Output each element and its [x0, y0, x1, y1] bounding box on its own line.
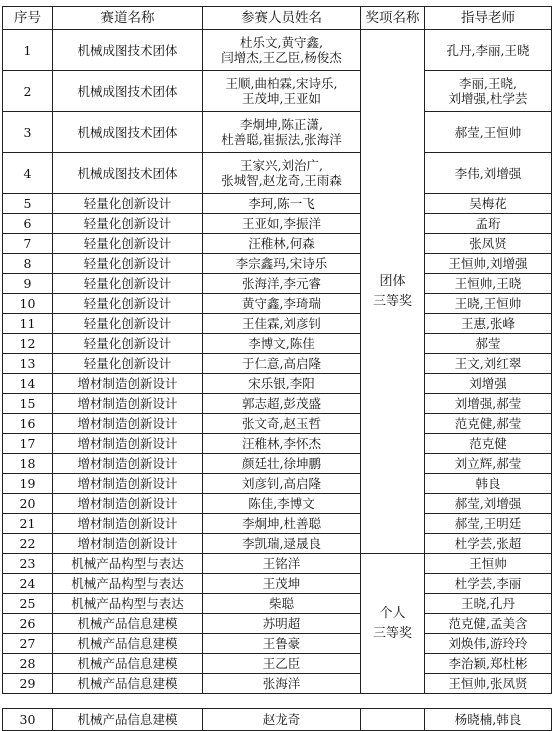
- track-name-line: 增材制造创新设计: [77, 496, 178, 511]
- award-individual-line: 个人: [379, 605, 406, 621]
- member-names: [203, 294, 361, 314]
- teacher-names: [425, 274, 552, 294]
- member-names: [203, 274, 361, 294]
- header-row: [3, 7, 552, 30]
- row-no: [3, 594, 53, 614]
- teacher-names-line: 刘增强,郝莹: [454, 396, 522, 411]
- track-name-line: 机械产品信息建模: [77, 616, 178, 631]
- track-name: [53, 294, 203, 314]
- award-individual-cont: [361, 709, 425, 731]
- member-names-line: 李珂,陈一飞: [248, 196, 315, 211]
- table-row: [3, 334, 552, 354]
- track-name: [53, 354, 203, 374]
- member-names: [203, 374, 361, 394]
- teacher-names: [425, 494, 552, 514]
- row-no: [3, 71, 53, 112]
- member-names: [203, 234, 361, 254]
- row-no-line: 1: [23, 42, 32, 58]
- teacher-names: [425, 194, 552, 214]
- teacher-names: [425, 534, 552, 554]
- table-row: [3, 71, 552, 112]
- track-name-line: 增材制造创新设计: [77, 536, 178, 551]
- member-names: [203, 554, 361, 574]
- table-row: [3, 194, 552, 214]
- member-names-line: 张海洋,李元睿: [242, 276, 321, 291]
- track-name: [53, 594, 203, 614]
- member-names-line: 张城智,赵龙奇,王雨森: [221, 173, 342, 188]
- teacher-names: [425, 71, 552, 112]
- track-name: [53, 194, 203, 214]
- track-name-line: 机械产品信息建模: [77, 712, 178, 727]
- member-names-line: 于仁意,高启隆: [242, 356, 321, 371]
- table-row: [3, 394, 552, 414]
- member-names-line: 王鲁豪: [262, 636, 301, 651]
- member-names-line: 黄守鑫,李琦瑞: [242, 296, 321, 311]
- track-name-line: 轻量化创新设计: [83, 256, 172, 271]
- member-names: [203, 494, 361, 514]
- track-name: [53, 474, 203, 494]
- teacher-names: [425, 574, 552, 594]
- table-row: [3, 494, 552, 514]
- teacher-names: [425, 634, 552, 654]
- row-no-line: 23: [19, 556, 36, 571]
- teacher-names: [425, 454, 552, 474]
- member-names: [203, 654, 361, 674]
- table-row: [3, 594, 552, 614]
- member-names-line: 王佳霖,刘彦钊: [242, 316, 321, 331]
- member-names-line: 汪稚林,何森: [248, 236, 315, 251]
- track-name: [53, 112, 203, 153]
- track-name-line: 机械成图技术团体: [77, 83, 178, 99]
- row-no: [3, 234, 53, 254]
- track-name-line: 轻量化创新设计: [83, 316, 172, 331]
- teacher-names: [425, 474, 552, 494]
- track-name: [53, 314, 203, 334]
- track-name: [53, 153, 203, 194]
- award-team: [361, 30, 425, 554]
- teacher-names: [425, 414, 552, 434]
- track-name: [53, 374, 203, 394]
- row-no: [3, 634, 53, 654]
- member-names-line: 李宗鑫玛,宋诗乐: [235, 256, 328, 271]
- row-no: [3, 153, 53, 194]
- member-names-line: 王茂坤,王亚如: [242, 91, 321, 106]
- row-no: [3, 554, 53, 574]
- member-names-line: 王茂坤: [262, 576, 301, 591]
- row-no: [3, 654, 53, 674]
- teacher-names: [425, 30, 552, 71]
- teacher-names-line: 王文,刘红翠: [454, 356, 522, 371]
- teacher-names-line: 范克健,郝莹: [454, 416, 522, 431]
- teacher-names-line: 韩良: [475, 476, 501, 491]
- header-track: 赛道名称: [53, 7, 203, 30]
- teacher-names-line: 杨晓楠,韩良: [454, 712, 522, 727]
- track-name-line: 增材制造创新设计: [77, 456, 178, 471]
- teacher-names-line: 郝莹,刘增强: [454, 496, 522, 511]
- member-names: [203, 334, 361, 354]
- track-name-line: 增材制造创新设计: [77, 416, 178, 431]
- row-no: [3, 494, 53, 514]
- award-individual: [361, 554, 425, 694]
- track-name: [53, 634, 203, 654]
- table-body: [3, 30, 552, 731]
- row-no: [3, 514, 53, 534]
- row-no-line: 4: [23, 165, 32, 181]
- track-name: [53, 254, 203, 274]
- track-name: [53, 709, 203, 731]
- row-no: [3, 334, 53, 354]
- row-no-line: 9: [23, 276, 32, 291]
- track-name-line: 轻量化创新设计: [83, 336, 172, 351]
- row-no-line: 30: [19, 712, 36, 727]
- teacher-names-line: 孟珩: [475, 216, 501, 231]
- teacher-names-line: 范克健: [469, 436, 507, 451]
- row-no: [3, 112, 53, 153]
- table-row: [3, 434, 552, 454]
- track-name-line: 增材制造创新设计: [77, 476, 178, 491]
- row-no-line: 12: [19, 336, 36, 351]
- header-no: 序号: [3, 7, 53, 30]
- table-row: [3, 654, 552, 674]
- member-names-line: 杜善聪,崔振法,张海洋: [221, 132, 342, 147]
- table-row: [3, 709, 552, 731]
- member-names-line: 李凯瑞,逯晟良: [242, 536, 321, 551]
- teacher-names: [425, 654, 552, 674]
- track-name-line: 机械产品构型与表达: [71, 576, 184, 591]
- row-no: [3, 194, 53, 214]
- teacher-names: [425, 334, 552, 354]
- track-name: [53, 534, 203, 554]
- teacher-names: [425, 214, 552, 234]
- member-names-line: 李炯坤,杜善聪: [242, 516, 321, 531]
- table-row: [3, 454, 552, 474]
- track-name: [53, 394, 203, 414]
- track-name: [53, 674, 203, 694]
- table-row: [3, 214, 552, 234]
- track-name-line: 机械产品构型与表达: [71, 596, 184, 611]
- teacher-names: [425, 254, 552, 274]
- row-no: [3, 254, 53, 274]
- track-name-line: 增材制造创新设计: [77, 516, 178, 531]
- teacher-names: [425, 374, 552, 394]
- teacher-names: [425, 314, 552, 334]
- table-row: [3, 634, 552, 654]
- row-no-line: 29: [19, 676, 36, 691]
- page-gap: [3, 694, 552, 709]
- row-no-line: 27: [19, 636, 36, 651]
- teacher-names: [425, 112, 552, 153]
- teacher-names-line: 王恒帅: [469, 556, 507, 571]
- row-no-line: 7: [23, 236, 32, 251]
- teacher-names: [425, 234, 552, 254]
- member-names: [203, 394, 361, 414]
- row-no-line: 3: [23, 124, 32, 140]
- member-names-line: 张海洋: [262, 676, 301, 691]
- header-members: 参赛人员姓名: [203, 7, 361, 30]
- teacher-names-line: 刘立辉,郝莹: [454, 456, 522, 471]
- track-name-line: 机械产品信息建模: [77, 656, 178, 671]
- track-name: [53, 654, 203, 674]
- member-names: [203, 354, 361, 374]
- table-row: [3, 374, 552, 394]
- row-no: [3, 30, 53, 71]
- member-names: [203, 314, 361, 334]
- table-row: [3, 614, 552, 634]
- teacher-names-line: 李丽,王晓,: [459, 76, 517, 91]
- track-name-line: 机械产品构型与表达: [71, 556, 184, 571]
- table-row: [3, 112, 552, 153]
- track-name-line: 轻量化创新设计: [83, 236, 172, 251]
- row-no-line: 13: [19, 356, 36, 371]
- row-no: [3, 674, 53, 694]
- member-names-line: 王亚如,李振洋: [242, 216, 321, 231]
- member-names: [203, 534, 361, 554]
- row-no: [3, 394, 53, 414]
- teacher-names-line: 刘焕伟,游玲玲: [448, 636, 528, 651]
- row-no-line: 21: [19, 516, 36, 531]
- track-name: [53, 614, 203, 634]
- member-names-line: 王家兴,刘治广,: [240, 158, 323, 173]
- member-names: [203, 574, 361, 594]
- teacher-names-line: 刘增强,杜学芸: [448, 91, 528, 106]
- page-gap-cell: [3, 694, 552, 709]
- member-names-line: 汪稚林,李怀杰: [242, 436, 321, 451]
- row-no: [3, 414, 53, 434]
- award-team-line: 三等奖: [372, 293, 412, 309]
- teacher-names-line: 张凤贤: [469, 236, 507, 251]
- member-names: [203, 254, 361, 274]
- teacher-names: [425, 594, 552, 614]
- row-no: [3, 354, 53, 374]
- row-no: [3, 294, 53, 314]
- teacher-names-line: 刘增强: [469, 376, 507, 391]
- table-row: [3, 674, 552, 694]
- teacher-names: [425, 554, 552, 574]
- row-no-line: 17: [19, 436, 36, 451]
- row-no: [3, 314, 53, 334]
- teacher-names-line: 吴梅花: [469, 196, 507, 211]
- table-row: [3, 30, 552, 71]
- table-row: [3, 294, 552, 314]
- row-no: [3, 454, 53, 474]
- teacher-names-line: 王晓,孔丹: [461, 596, 515, 611]
- table-row: [3, 354, 552, 374]
- table-row: [3, 153, 552, 194]
- header-teacher: 指导老师: [425, 7, 552, 30]
- row-no-line: 19: [19, 476, 36, 491]
- teacher-names-line: 王恒帅,王晓: [454, 276, 522, 291]
- member-names: [203, 30, 361, 71]
- member-names: [203, 112, 361, 153]
- member-names-line: 王顺,曲柏霖,宋诗乐,: [225, 76, 338, 91]
- track-name: [53, 214, 203, 234]
- row-no-line: 10: [19, 296, 36, 311]
- track-name-line: 增材制造创新设计: [77, 396, 178, 411]
- row-no: [3, 709, 53, 731]
- teacher-names-line: 郝莹: [475, 336, 501, 351]
- teacher-names: [425, 514, 552, 534]
- row-no-line: 20: [19, 496, 36, 511]
- member-names: [203, 474, 361, 494]
- member-names-line: 杜乐文,黄守鑫,: [240, 35, 323, 50]
- member-names-line: 刘彦钊,高启隆: [242, 476, 321, 491]
- track-name: [53, 434, 203, 454]
- table-row: [3, 314, 552, 334]
- row-no: [3, 534, 53, 554]
- row-no: [3, 474, 53, 494]
- teacher-names-line: 孔丹,李丽,王晓: [446, 42, 530, 58]
- track-name-line: 增材制造创新设计: [77, 376, 178, 391]
- member-names: [203, 634, 361, 654]
- row-no-line: 16: [19, 416, 36, 431]
- member-names: [203, 434, 361, 454]
- member-names-line: 李博文,陈佳: [248, 336, 315, 351]
- award-table: [2, 6, 552, 731]
- teacher-names: [425, 709, 552, 731]
- teacher-names: [425, 674, 552, 694]
- member-names: [203, 71, 361, 112]
- row-no: [3, 374, 53, 394]
- teacher-names-line: 范克健,孟美含: [448, 616, 528, 631]
- teacher-names-line: 王晓,王恒帅: [454, 296, 522, 311]
- teacher-names-line: 王恒帅,张凤贤: [448, 676, 528, 691]
- row-no-line: 22: [19, 536, 36, 551]
- table-row: [3, 234, 552, 254]
- teacher-names: [425, 354, 552, 374]
- track-name: [53, 454, 203, 474]
- member-names: [203, 594, 361, 614]
- row-no-line: 11: [19, 316, 36, 331]
- teacher-names-line: 王惠,张峰: [461, 316, 515, 331]
- track-name-line: 机械成图技术团体: [77, 124, 178, 140]
- member-names-line: 李炯坤,陈正潇,: [240, 117, 323, 132]
- table-row: [3, 254, 552, 274]
- table-row: [3, 514, 552, 534]
- track-name: [53, 414, 203, 434]
- teacher-names-line: 郝莹,王明廷: [454, 516, 522, 531]
- member-names: [203, 614, 361, 634]
- teacher-names-line: 王恒帅,刘增强: [448, 256, 528, 271]
- member-names-line: 赵龙奇: [262, 712, 301, 727]
- member-names-line: 王铭洋: [262, 556, 301, 571]
- track-name-line: 轻量化创新设计: [83, 356, 172, 371]
- row-no-line: 18: [19, 456, 36, 471]
- track-name-line: 增材制造创新设计: [77, 436, 178, 451]
- teacher-names-line: 杜学芸,张超: [454, 536, 522, 551]
- track-name: [53, 334, 203, 354]
- row-no: [3, 434, 53, 454]
- row-no-line: 25: [19, 596, 36, 611]
- award-individual-line: 三等奖: [372, 625, 412, 641]
- track-name-line: 机械产品信息建模: [77, 676, 178, 691]
- row-no: [3, 614, 53, 634]
- header-award: 奖项名称: [361, 7, 425, 30]
- row-no-line: 15: [19, 396, 36, 411]
- track-name-line: 轻量化创新设计: [83, 216, 172, 231]
- member-names-line: 闫增杰,王乙臣,杨俊杰: [221, 50, 342, 65]
- table-row: [3, 474, 552, 494]
- teacher-names-line: 郝莹,王恒帅: [454, 124, 522, 140]
- row-no-line: 2: [23, 83, 32, 99]
- row-no-line: 6: [23, 216, 32, 231]
- track-name: [53, 514, 203, 534]
- row-no: [3, 214, 53, 234]
- teacher-names: [425, 614, 552, 634]
- row-no-line: 26: [19, 616, 36, 631]
- member-names: [203, 153, 361, 194]
- track-name-line: 轻量化创新设计: [83, 276, 172, 291]
- table-row: [3, 574, 552, 594]
- member-names: [203, 514, 361, 534]
- table-row: [3, 414, 552, 434]
- member-names: [203, 414, 361, 434]
- member-names-line: 颜廷壮,徐坤鹏: [242, 456, 321, 471]
- table-row: [3, 554, 552, 574]
- teacher-names-line: 杜学芸,李丽: [454, 576, 522, 591]
- member-names-line: 郭志超,彭茂盛: [242, 396, 321, 411]
- member-names: [203, 214, 361, 234]
- teacher-names: [425, 294, 552, 314]
- member-names: [203, 454, 361, 474]
- teacher-names-line: 李伟,刘增强: [454, 165, 522, 181]
- track-name: [53, 574, 203, 594]
- track-name-line: 轻量化创新设计: [83, 296, 172, 311]
- award-team-line: 团体: [379, 273, 406, 289]
- track-name: [53, 30, 203, 71]
- track-name: [53, 274, 203, 294]
- track-name-line: 机械产品信息建模: [77, 636, 178, 651]
- member-names: [203, 674, 361, 694]
- member-names-line: 宋乐银,李阳: [248, 376, 315, 391]
- track-name-line: 机械成图技术团体: [77, 42, 178, 58]
- track-name: [53, 234, 203, 254]
- row-no: [3, 574, 53, 594]
- teacher-names-line: 李治颖,郑杜彬: [448, 656, 528, 671]
- member-names: [203, 709, 361, 731]
- track-name-line: 轻量化创新设计: [83, 196, 172, 211]
- member-names: [203, 194, 361, 214]
- member-names-line: 柴聪: [268, 596, 294, 611]
- table-row: [3, 534, 552, 554]
- member-names-line: 苏明超: [262, 616, 301, 631]
- row-no: [3, 274, 53, 294]
- member-names-line: 张文奇,赵玉哲: [242, 416, 321, 431]
- table-row: [3, 274, 552, 294]
- row-no-line: 28: [19, 656, 36, 671]
- row-no-line: 24: [19, 576, 36, 591]
- row-no-line: 14: [19, 376, 36, 391]
- member-names-line: 王乙臣: [262, 656, 301, 671]
- teacher-names: [425, 434, 552, 454]
- track-name: [53, 71, 203, 112]
- member-names-line: 陈佳,李博文: [248, 496, 315, 511]
- track-name: [53, 494, 203, 514]
- track-name: [53, 554, 203, 574]
- row-no-line: 8: [23, 256, 32, 271]
- row-no-line: 5: [23, 196, 32, 211]
- teacher-names: [425, 153, 552, 194]
- teacher-names: [425, 394, 552, 414]
- track-name-line: 机械成图技术团体: [77, 165, 178, 181]
